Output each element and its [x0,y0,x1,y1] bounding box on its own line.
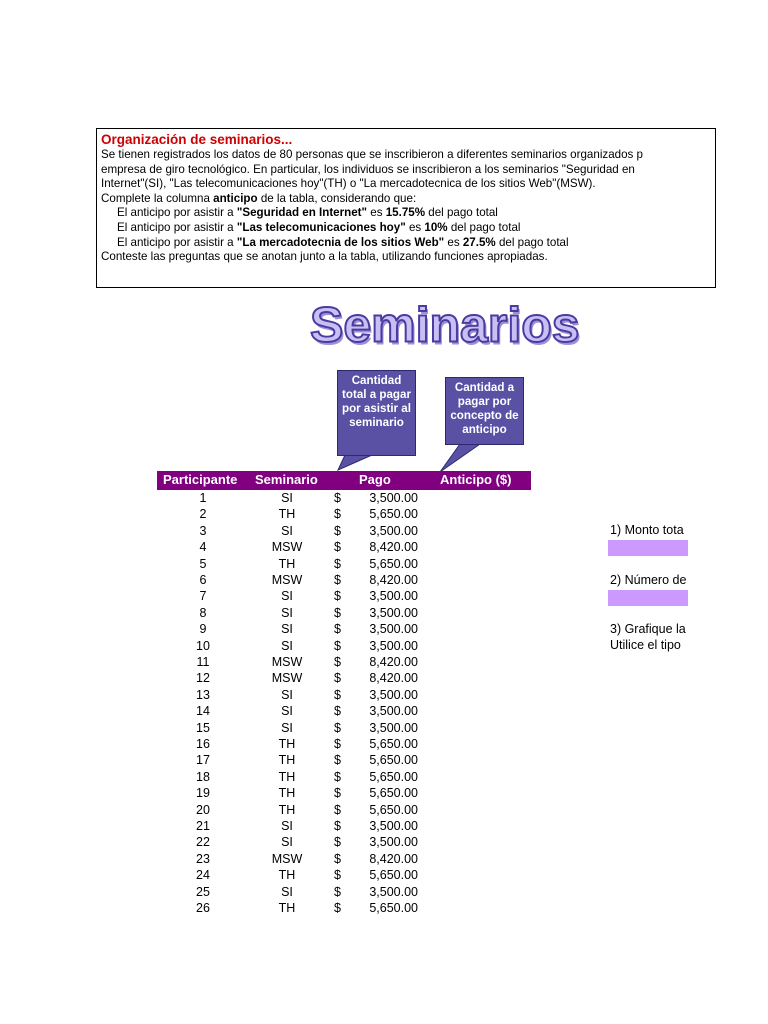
currency-symbol: $ [334,802,341,817]
currency-symbol: $ [334,687,341,702]
currency-symbol: $ [334,901,341,915]
currency-symbol: $ [334,556,341,571]
seminar-code: SI [281,687,293,702]
payment-amount: 3,500.00 [369,687,418,702]
text-fragment: del pago total [495,235,569,249]
seminar-code: TH [278,868,296,883]
anticipo-cell[interactable] [440,556,530,572]
participant-number: 17 [196,753,210,768]
instructions-title: Organización de seminarios... [101,132,293,147]
payment-amount: 8,420.00 [369,851,418,866]
table-row [0,605,440,621]
anticipo-cell[interactable] [440,539,530,555]
table-row [0,736,440,752]
anticipo-cell[interactable] [440,769,530,785]
anticipo-cell[interactable] [440,851,530,867]
participant-number: 2 [199,507,207,522]
currency-symbol: $ [334,589,341,604]
participant-number: 25 [196,884,210,899]
table-row [0,506,440,522]
payment-amount: 3,500.00 [369,491,418,505]
payment-amount: 5,650.00 [369,769,418,784]
payment-amount: 5,650.00 [369,868,418,883]
anticipo-cell[interactable] [440,900,530,916]
participant-number: 24 [196,868,210,883]
anticipo-cell[interactable] [440,736,530,752]
currency-symbol: $ [334,655,341,669]
participant-number: 15 [196,720,210,735]
currency-symbol: $ [334,638,341,653]
participant-number: 13 [196,687,210,702]
text-fragment: es [444,235,463,249]
seminar-code: TH [278,556,296,571]
text-fragment: del pago total [425,206,498,220]
currency-symbol: $ [334,868,341,883]
text-fragment: El anticipo por asistir a [117,220,237,234]
instructions-line: Se tienen registrados los datos de 80 personas que se inscribieron a diferentes seminarios organizados p [101,148,644,161]
seminar-code: SI [281,605,293,620]
instructions-line: Internet"(SI), "Las telecomunicaciones hoy"(TH) o "La mercadotecnica de los sitios Web"(MSW). [101,177,596,191]
payment-amount: 3,500.00 [369,589,418,604]
anticipo-cell[interactable] [440,605,530,621]
anticipo-cell[interactable] [440,785,530,801]
question-1: 1) Monto tota [610,523,684,537]
bold-keyword: anticipo [213,191,258,205]
header-seminario: Seminario [255,472,318,487]
payment-amount: 3,500.00 [369,523,418,538]
anticipo-cell[interactable] [440,752,530,768]
participant-number: 22 [196,835,210,850]
seminar-code: TH [278,753,296,768]
text-fragment: del pago total [447,220,521,234]
participant-number: 1 [199,491,207,505]
participant-number: 10 [196,638,210,653]
table-row [0,785,440,801]
participant-number: 9 [199,622,207,637]
participant-number: 19 [196,786,210,801]
participant-number: 16 [196,737,210,751]
participant-number: 4 [199,540,207,555]
text-fragment: El anticipo por asistir a [117,235,237,249]
payment-amount: 3,500.00 [369,819,418,833]
anticipo-cell[interactable] [440,523,530,539]
table-row [0,687,440,703]
seminar-code: TH [278,901,296,915]
table-row [0,900,440,916]
table-row [0,752,440,768]
anticipo-cell[interactable] [440,490,530,506]
payment-amount: 5,650.00 [369,802,418,817]
participant-number: 12 [196,671,210,686]
currency-symbol: $ [334,507,341,522]
payment-amount: 3,500.00 [369,605,418,620]
currency-symbol: $ [334,671,341,686]
seminar-code: MSW [271,540,303,555]
table-row [0,523,440,539]
anticipo-cell[interactable] [440,670,530,686]
text-fragment: de la tabla, considerando que: [257,191,417,205]
instructions-line: empresa de giro tecnológico. En particular, los individuos se inscribieron a los seminarios "Seguridad en [101,162,635,176]
payment-amount: 8,420.00 [369,655,418,669]
rule-seminar: "Las telecomunicaciones hoy" [236,220,406,234]
callout-pointer-anticipo [440,444,480,472]
payment-amount: 3,500.00 [369,720,418,735]
anticipo-cell[interactable] [440,588,530,604]
seminar-code: SI [281,622,293,637]
payment-amount: 8,420.00 [369,671,418,686]
anticipo-cell[interactable] [440,506,530,522]
table-row [0,572,440,588]
seminar-code: SI [281,819,293,833]
table-row [0,769,440,785]
anticipo-cell[interactable] [440,720,530,736]
payment-amount: 5,650.00 [369,901,418,915]
payment-amount: 5,650.00 [369,753,418,768]
seminar-code: TH [278,737,296,751]
currency-symbol: $ [334,491,341,505]
answer-box-2[interactable] [608,590,688,606]
currency-symbol: $ [334,737,341,751]
rule-percent: 27.5% [462,235,496,249]
participant-number: 23 [196,851,210,866]
anticipo-cell[interactable] [440,687,530,703]
anticipo-cell[interactable] [440,703,530,719]
anticipo-cell[interactable] [440,638,530,654]
table-row [0,851,440,867]
text-fragment: El anticipo por asistir a [117,206,237,220]
table-row [0,638,440,654]
question-3: 3) Grafique la [610,622,686,636]
currency-symbol: $ [334,884,341,899]
seminar-code: TH [278,769,296,784]
payment-amount: 5,650.00 [369,556,418,571]
seminar-code: SI [281,589,293,604]
rule-percent: 15.75% [385,206,426,220]
participant-number: 26 [196,901,210,915]
anticipo-cell[interactable] [440,572,530,588]
currency-symbol: $ [334,835,341,850]
participant-number: 21 [196,819,210,833]
seminar-code: SI [281,720,293,735]
anticipo-cell[interactable] [440,834,530,850]
text-fragment: es [405,220,425,234]
table-row [0,490,440,506]
currency-symbol: $ [334,622,341,637]
currency-symbol: $ [334,540,341,555]
wordart-title: Seminarios [310,297,580,353]
seminar-code: TH [278,786,296,801]
participant-number: 20 [196,802,210,817]
currency-symbol: $ [334,819,341,833]
header-participante: Participante [163,472,238,487]
table-row [0,556,440,572]
payment-amount: 3,500.00 [369,622,418,637]
seminar-code: SI [281,704,293,719]
seminar-code: SI [281,491,293,505]
currency-symbol: $ [334,704,341,719]
table-row [0,670,440,686]
participant-number: 11 [196,655,210,669]
rule-seminar: "La mercadotecnia de los sitios Web" [236,235,445,249]
table-row [0,539,440,555]
currency-symbol: $ [334,573,341,587]
anticipo-cell[interactable] [440,867,530,883]
payment-amount: 5,650.00 [369,737,418,751]
rule-percent: 10% [424,220,448,234]
payment-amount: 3,500.00 [369,884,418,899]
table-row [0,654,440,670]
seminar-code: SI [281,523,293,538]
payment-amount: 3,500.00 [369,638,418,653]
participant-number: 14 [196,704,210,719]
anticipo-cell[interactable] [440,802,530,818]
anticipo-cell[interactable] [440,654,530,670]
answer-box-1[interactable] [608,540,688,556]
header-pago: Pago [359,472,391,487]
callout-anticipo-note: Cantidad a pagar por concepto de anticipo [445,377,524,445]
currency-symbol: $ [334,720,341,735]
callout-pointer-pago [338,455,372,470]
payment-amount: 8,420.00 [369,540,418,555]
participant-number: 3 [199,523,207,538]
seminar-code: TH [278,802,296,817]
table-row [0,703,440,719]
currency-symbol: $ [334,786,341,801]
seminar-code: SI [281,835,293,850]
currency-symbol: $ [334,523,341,538]
currency-symbol: $ [334,605,341,620]
table-row [0,621,440,637]
seminar-code: MSW [271,851,303,866]
table-header [157,471,531,490]
currency-symbol: $ [334,851,341,866]
participant-number: 7 [199,589,207,604]
payment-amount: 8,420.00 [369,573,418,587]
payment-amount: 5,650.00 [369,507,418,522]
callout-pago-note: Cantidad total a pagar por asistir al seminario [337,370,416,456]
payment-amount: 3,500.00 [369,704,418,719]
table-row [0,884,440,900]
seminar-code: SI [281,884,293,899]
seminar-code: MSW [271,573,303,587]
currency-symbol: $ [334,753,341,768]
table-row [0,588,440,604]
anticipo-cell[interactable] [440,884,530,900]
anticipo-cell[interactable] [440,818,530,834]
header-anticipo: Anticipo ($) [440,472,512,487]
participant-number: 5 [199,556,207,571]
participant-number: 8 [199,605,207,620]
seminar-code: MSW [271,655,303,669]
table-row [0,720,440,736]
table-row [0,802,440,818]
seminar-code: SI [281,638,293,653]
instructions-line: Conteste las preguntas que se anotan junto a la tabla, utilizando funciones apropiadas. [101,250,548,264]
participant-number: 18 [196,769,210,784]
text-fragment: Complete la columna [101,191,214,205]
table-row [0,867,440,883]
seminar-code: TH [278,507,296,522]
question-3-cont: Utilice el tipo [610,638,681,652]
payment-amount: 5,650.00 [369,786,418,801]
text-fragment: es [367,206,386,220]
question-2: 2) Número de [610,573,687,587]
seminar-code: MSW [271,671,303,686]
table-row [0,834,440,850]
table-row [0,818,440,834]
participant-number: 6 [199,573,207,587]
payment-amount: 3,500.00 [369,835,418,850]
rule-seminar: "Seguridad en Internet" [236,206,368,220]
currency-symbol: $ [334,769,341,784]
anticipo-cell[interactable] [440,621,530,637]
